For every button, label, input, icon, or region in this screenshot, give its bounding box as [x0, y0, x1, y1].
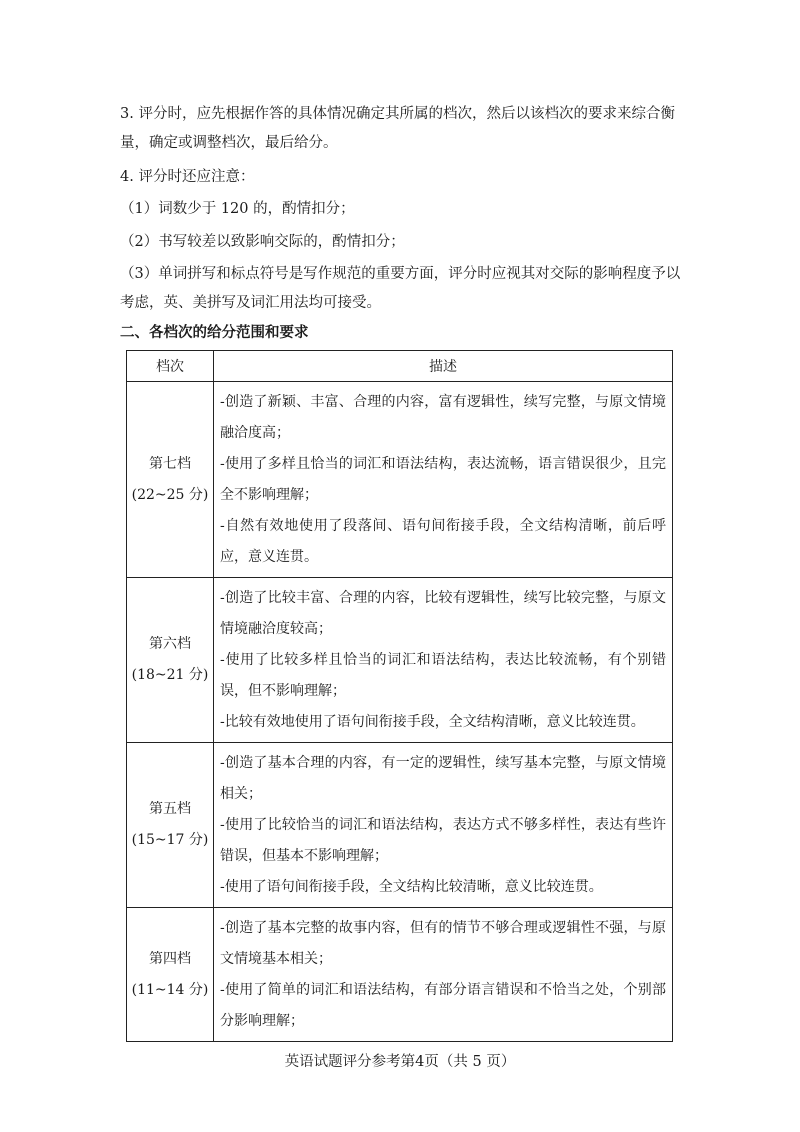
- band-range: (15~17 分): [131, 832, 209, 848]
- description-cell: [214, 382, 673, 578]
- criterion: -使用了比较恰当的词汇和语法结构，表达方式不够多样性，表达有些许错误，但基本不影响理解；: [220, 817, 666, 864]
- description-cell: [214, 908, 673, 1042]
- criterion: -使用了比较多样且恰当的词汇和语法结构，表达比较流畅，有个别错误，但不影响理解；: [220, 652, 666, 699]
- note-item-3: 3. 评分时，应先根据作答的具体情况确定其所属的档次，然后以该档次的要求来综合衡量，确定或调整档次，最后给分。: [120, 106, 675, 151]
- table-row: [127, 908, 673, 1042]
- note-sub-2: （2）书写较差以致影响交际的，酌情扣分；: [120, 234, 405, 250]
- header-band: 档次: [127, 351, 214, 382]
- band-name: 第五档: [149, 801, 191, 817]
- band-cell: [127, 743, 214, 908]
- description-cell: [214, 578, 673, 743]
- page-footer: 英语试题评分参考第4页（共 5 页）: [284, 1054, 516, 1070]
- criterion: -使用了简单的词汇和语法结构，有部分语言错误和不恰当之处，个别部分影响理解；: [220, 982, 666, 1029]
- description-cell: [214, 743, 673, 908]
- criterion: -自然有效地使用了段落间、语句间衔接手段，全文结构清晰，前后呼应，意义连贯。: [220, 518, 666, 565]
- band-name: 第四档: [149, 950, 191, 967]
- table-row: [127, 578, 673, 743]
- criterion: -比较有效地使用了语句间衔接手段，全文结构清晰，意义比较连贯。: [220, 714, 645, 730]
- band-range: (11~14 分): [131, 981, 209, 998]
- table-row: [127, 382, 673, 578]
- note-sub-3: （3）单词拼写和标点符号是写作规范的重要方面，评分时应视其对交际的影响程度予以考虑，英、美拼写及词汇用法均可接受。: [120, 266, 681, 311]
- band-name: 第六档: [149, 636, 191, 652]
- criterion: -使用了语句间衔接手段，全文结构比较清晰，意义比较连贯。: [220, 879, 603, 895]
- criterion: -创造了新颖、丰富、合理的内容，富有逻辑性，续写完整，与原文情境融洽度高；: [220, 394, 666, 441]
- criterion: -创造了基本完整的故事内容，但有的情节不够合理或逻辑性不强，与原文情境基本相关；: [220, 920, 666, 967]
- band-cell: [127, 908, 214, 1042]
- band-range: (22~25 分): [131, 486, 209, 503]
- criterion: -创造了比较丰富、合理的内容，比较有逻辑性，续写比较完整，与原文情境融洽度较高；: [220, 590, 666, 637]
- note-sub-1: （1）词数少于 120 的，酌情扣分；: [120, 201, 355, 217]
- note-item-4: 4. 评分时还应注意：: [120, 169, 255, 185]
- table-row: [127, 743, 673, 908]
- table-header-row: [127, 351, 673, 382]
- band-cell: [127, 578, 214, 743]
- scoring-table: [126, 350, 673, 1042]
- criterion: -创造了基本合理的内容，有一定的逻辑性，续写基本完整，与原文情境相关；: [220, 755, 666, 802]
- band-range: (18~21 分): [131, 667, 209, 683]
- header-description: 描述: [214, 351, 673, 382]
- section-heading: 二、各档次的给分范围和要求: [120, 324, 309, 341]
- band-cell: [127, 382, 214, 578]
- band-name: 第七档: [149, 455, 191, 472]
- criterion: -使用了多样且恰当的词汇和语法结构，表达流畅，语言错误很少，且完全不影响理解；: [220, 456, 666, 503]
